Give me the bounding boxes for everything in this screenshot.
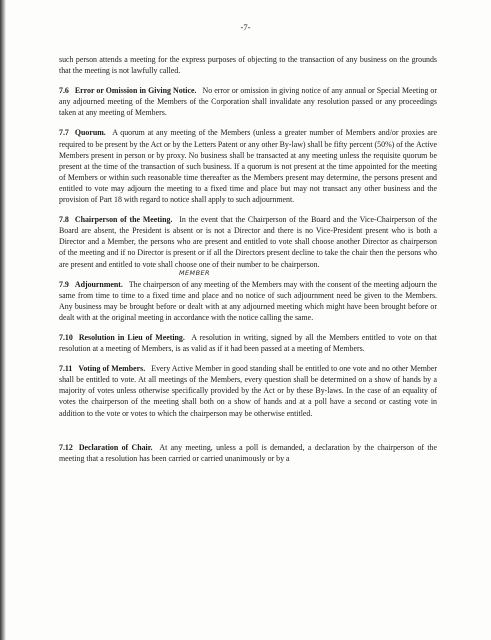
section-heading: Error or Omission in Giving Notice.: [74, 86, 197, 96]
section-text: At any meeting, unless a poll is demanded, a declaration by the chairperson of the meeting that a resolution has been carried or carried unanimously or by a: [59, 442, 438, 463]
section-text: In the event that the Chairperson of the Board and the Vice-Chairperson of the Board are absent, the President is absent or is not a Director and there is no Vice-President present who is both a Director and a Member, the persons who are present and entitled to vote shall choose another Director as chairperson of the meeting and if no Director is present or if all the Directors present decline to take the chair then the persons who are present and entitled to vote shall choose one of their number to be chairperson.: [59, 215, 437, 269]
section-number: 7.9: [59, 279, 69, 289]
section-number: 7.7: [59, 128, 69, 138]
section-text: Every Active Member in good standing shall be entitled to one vote and no other Member shall be entitled to vote. At all meetings of the Members, every question shall be determined on a show of hands by a majority of votes unless otherwise specifically provided by the Act or by these By-laws. In the case of an equality of votes the chairperson of the meeting shall both on a show of hands and at a poll have a second or casting vote in addition to the vote or votes to which the chairperson may be otherwise entitled.: [59, 364, 437, 418]
section-text: A resolution in writing, signed by all the Members entitled to vote on that resolution at a meeting of Members, is as valid as if it had been passed at a meeting of Members.: [59, 332, 437, 354]
section-number: 7.6: [59, 86, 69, 96]
section-7-6: [59, 85, 437, 118]
section-number: 7.11: [59, 364, 73, 374]
section-7-7: [59, 127, 437, 205]
section-7-10: [59, 332, 437, 354]
section-heading: Declaration of Chair.: [78, 442, 153, 452]
section-7-11: [59, 363, 437, 418]
section-heading: Chairperson of the Meeting.: [74, 215, 173, 225]
section-number: 7.12: [59, 442, 73, 452]
section-7-12: [59, 442, 437, 464]
spacer: [59, 428, 437, 442]
section-7-9: [59, 279, 437, 323]
section-number: 7.8: [59, 215, 69, 225]
section-text: The chairperson of any meeting of the Members may with the consent of the meeting adjourn the same from time to time to a fixed time and place and no notice of such adjournment need be given to the Members. Any business may be brought before or dealt with at any adjourned meeting which might have been brought before or dealt with at the original meeting in accordance with the notice calling the same.: [59, 279, 437, 322]
page-number: -7-: [240, 22, 251, 32]
section-heading: Voting of Members.: [78, 364, 146, 374]
section-heading: Resolution in Lieu of Meeting.: [78, 332, 185, 342]
document-body: [59, 54, 437, 473]
handwritten-annotation: MEMBER: [179, 268, 210, 277]
section-text: No error or omission in giving notice of any annual or Special Meeting or any adjourned meeting of the Members of the Corporation shall invalidate any resolution passed or any proceedings taken at any meeting of Members.: [59, 86, 437, 118]
section-heading: Quorum.: [74, 128, 106, 138]
section-7-8: [59, 214, 437, 276]
section-text: A quorum at any meeting of the Members (unless a greater number of Members and/or proxies are required to be present by the Act or by the Letters Patent or any other By-law) shall be fifty percent (50%) of the Active Members present in person or by proxy. No business shall be transacted at any meeting unless the requisite quorum be present at the time of the transaction of such business. If a quorum is not present at the time appointed for the meeting of Members or within such reasonable time thereafter as the Members present may determine, the persons present and entitled to vote may adjourn the meeting to a fixed time and place but may not transact any other business and the provision of Part 18 with regard to notice shall apply to such adjournment.: [59, 128, 437, 205]
section-number: 7.10: [59, 332, 73, 342]
section-heading: Adjournment.: [74, 279, 123, 289]
intro-paragraph: such person attends a meeting for the express purposes of objecting to the transaction of any business on the grounds that the meeting is not lawfully called.: [59, 55, 437, 76]
scan-edge-shadow: [0, 0, 6, 640]
